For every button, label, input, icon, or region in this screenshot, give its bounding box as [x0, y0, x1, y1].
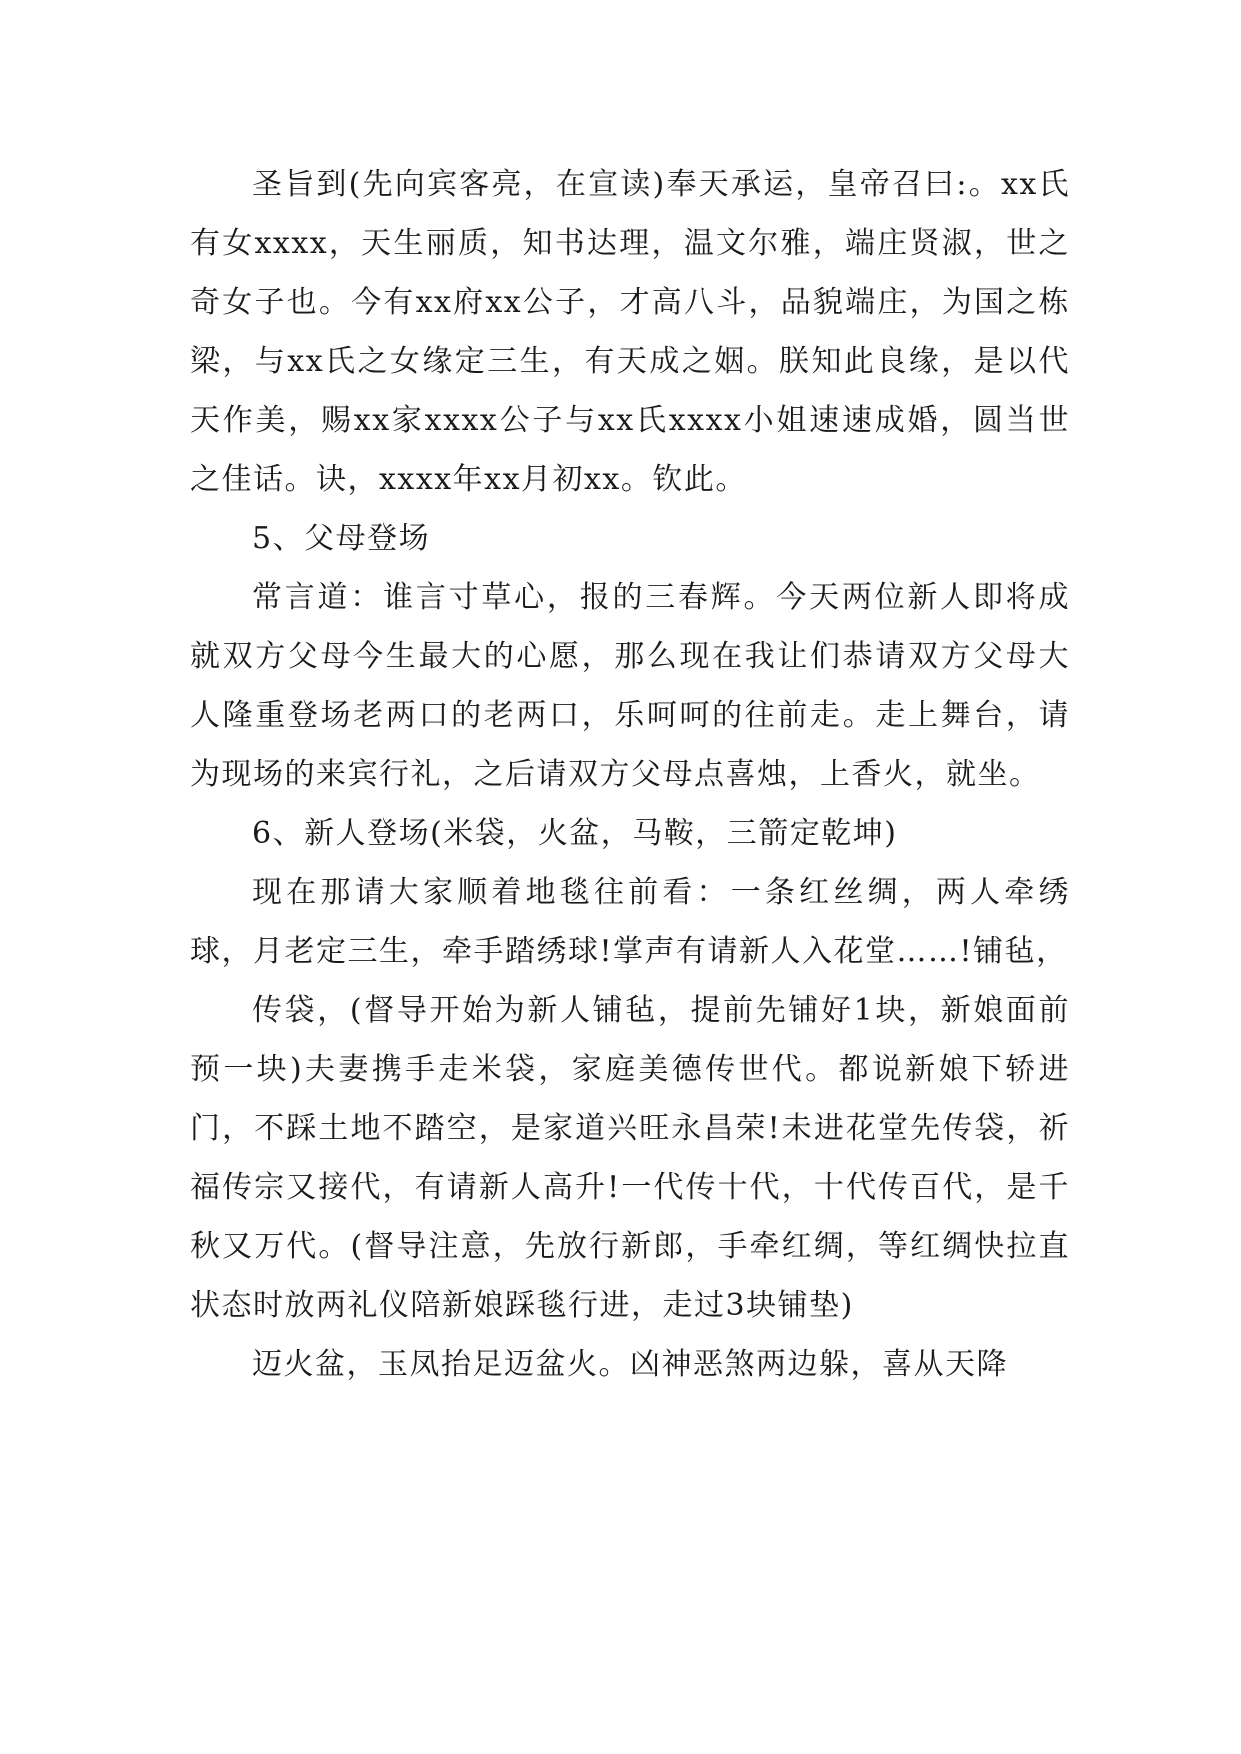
section-heading-parents-entrance: 5、父母登场: [252, 521, 431, 556]
paragraph-passing-bags: 传袋，(督导开始为新人铺毡，提前先铺好1块，新娘面前预一块)夫妻携手走米袋，家庭美德传世代。都说新娘下轿进门，不踩土地不踏空，是家道兴旺永昌荣!未进花堂先传袋，祈福传宗又接代，有请新人高升!一代传十代，十代传百代，是千秋又万代。(督导注意，先放行新郎，手牵红绸，等红绸快拉直状态时放两礼仪陪新娘踩毯行进，走过3块铺垫): [190, 993, 1070, 1323]
section-heading-newlyweds-entrance: 6、新人登场(米袋，火盆，马鞍，三箭定乾坤): [252, 816, 898, 851]
paragraph-parents-entrance: 常言道：谁言寸草心，报的三春辉。今天两位新人即将成就双方父母今生最大的心愿，那么现在我让们恭请双方父母大人隆重登场老两口的老两口，乐呵呵的往前走。走上舞台，请为现场的来宾行礼，之后请双方父母点喜烛，上香火，就坐。: [190, 580, 1070, 792]
paragraph-fire-basin: 迈火盆，玉凤抬足迈盆火。凶神恶煞两边躲，喜从天降: [252, 1347, 1008, 1382]
paragraph-imperial-edict: 圣旨到(先向宾客亮，在宣读)奉天承运，皇帝召曰:。xx氏有女xxxx，天生丽质，知书达理，温文尔雅，端庄贤淑，世之奇女子也。今有xx府xx公子，才高八斗，品貌端庄，为国之栋梁，与xx氏之女缘定三生，有天成之姻。朕知此良缘，是以代天作美，赐xx家xxxx公子与xx氏xxxx小姐速速成婚，圆当世之佳话。诀，xxxx年xx月初xx。钦此。: [190, 167, 1070, 497]
document-page: [190, 155, 1070, 1394]
paragraph-red-carpet: 现在那请大家顺着地毯往前看：一条红丝绸，两人牵绣球，月老定三生，牵手踏绣球!掌声有请新人入花堂……!铺毡，: [190, 875, 1070, 969]
